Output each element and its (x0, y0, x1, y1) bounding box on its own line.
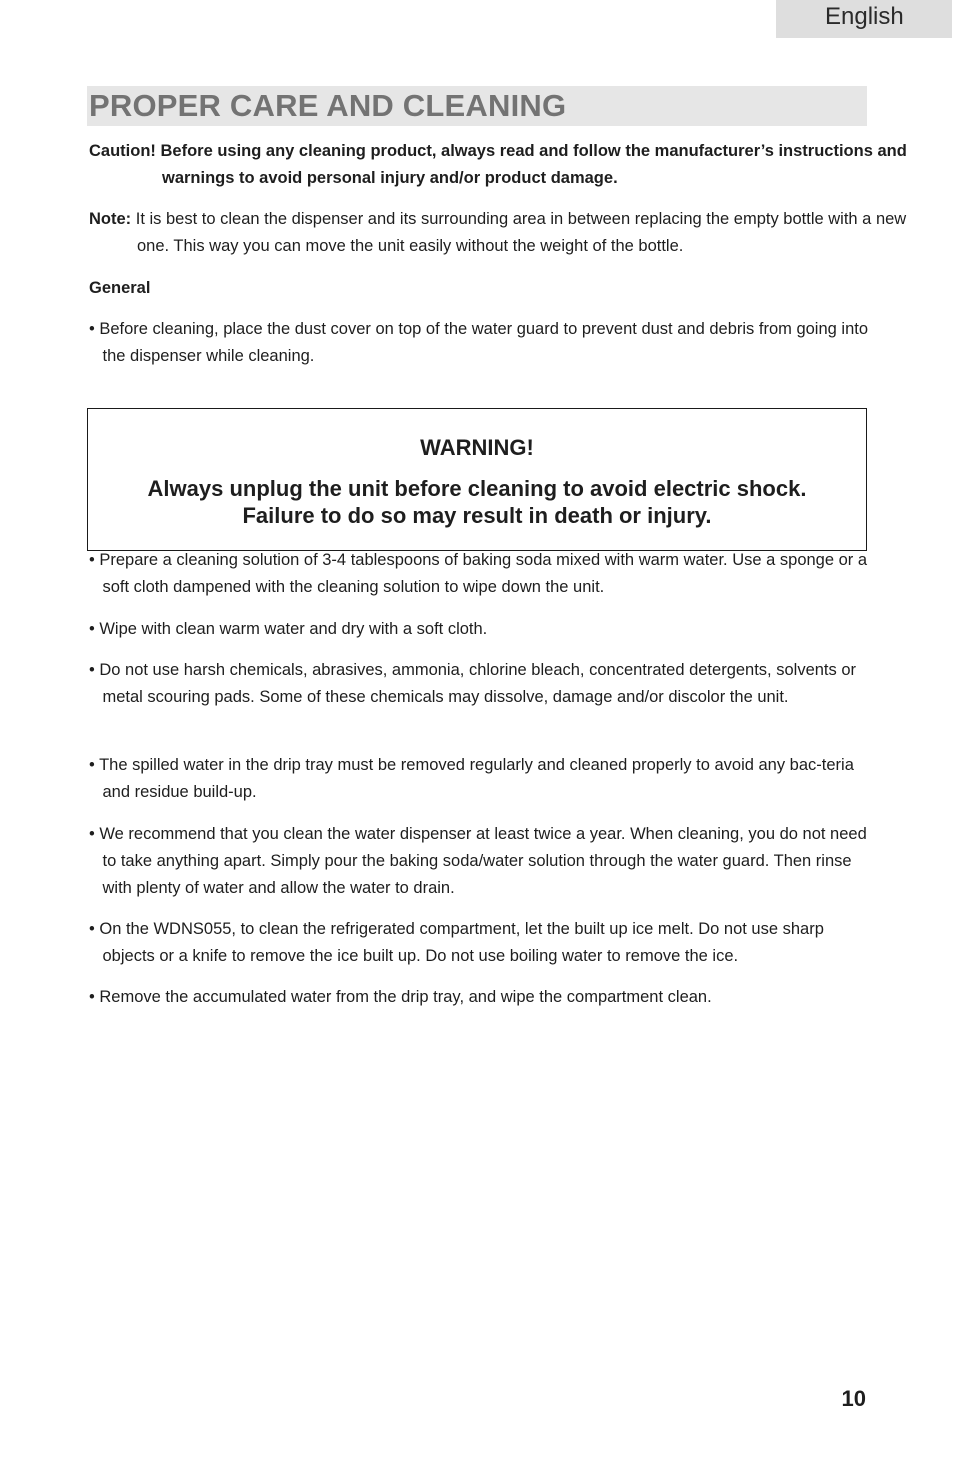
warning-line-1: Always unplug the unit before cleaning to avoid electric shock. (147, 476, 807, 501)
list-item: • Before cleaning, place the dust cover on top of the water guard to prevent dust and debris from going into the dispenser while cleaning. (89, 320, 869, 365)
warning-box (87, 408, 867, 551)
list-item: • The spilled water in the drip tray must be removed regularly and cleaned properly to avoid any bac-teria and residue build-up. (89, 756, 854, 801)
warning-body (88, 475, 866, 529)
note-paragraph (89, 206, 915, 260)
list-item: • Do not use harsh chemicals, abrasives, ammonia, chlorine bleach, concentrated detergents, solvents or metal scouring pads. Some of these chemicals may dissolve, damage and/or discolor the unit. (89, 661, 857, 706)
warning-heading: WARNING! (420, 435, 534, 460)
list-item: • Prepare a cleaning solution of 3-4 tablespoons of baking soda mixed with warm water. Use a sponge or a soft cloth dampened with the cleaning solution to wipe down the unit. (89, 551, 868, 596)
caution-text: Caution! Before using any cleaning product, always read and follow the manufacturer’s instructions and warnings to avoid personal injury and/or product damage. (89, 142, 907, 187)
general-heading: General (89, 279, 151, 297)
list-item: • Wipe with clean warm water and dry with a soft cloth. (89, 620, 488, 638)
list-item: • Remove the accumulated water from the drip tray, and wipe the compartment clean. (89, 988, 712, 1006)
warning-line-2: Failure to do so may result in death or injury. (242, 503, 712, 528)
section-title: PROPER CARE AND CLEANING (89, 88, 567, 123)
language-tab[interactable]: English (776, 0, 952, 38)
note-text: It is best to clean the dispenser and its surrounding area in between replacing the empty bottle with a new one. This way you can move the unit easily without the weight of the bottle. (131, 210, 907, 255)
page-number: 10 (841, 1386, 866, 1411)
section-title-bar (87, 86, 867, 126)
list-item: • We recommend that you clean the water dispenser at least twice a year. When cleaning, you do not need to take anything apart. Simply pour the baking soda/water solution through the water guard. Then rinse with plenty of water and allow the water to drain. (89, 825, 867, 897)
note-label: Note: (89, 210, 132, 228)
list-item: • On the WDNS055, to clean the refrigerated compartment, let the built up ice melt. Do not use sharp objects or a knife to remove the ice built up. Do not use boiling water to remove the ice. (89, 920, 824, 965)
